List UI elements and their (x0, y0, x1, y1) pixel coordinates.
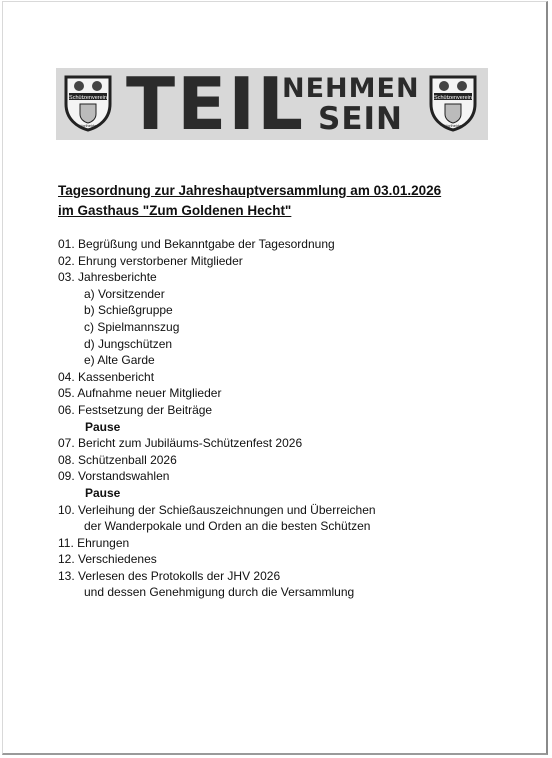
logo-word-bottom: SEIN (318, 101, 403, 137)
agenda-subitem: b) Schießgruppe (84, 303, 173, 318)
emblem-text-left: Schützenverein (69, 95, 107, 101)
agenda-item: 06. Festsetzung der Beiträge (58, 402, 213, 417)
agenda-list (58, 236, 376, 601)
title-line-1: Tagesordnung zur Jahreshauptversammlung am 03.01.2026 (58, 183, 442, 198)
emblem-subtext-left: Vorlheide (79, 123, 97, 128)
agenda-item: 08. Schützenball 2026 (58, 452, 177, 467)
agenda-pause: Pause (85, 419, 121, 434)
agenda-item-continuation: und dessen Genehmigung durch die Versammlung (84, 585, 355, 600)
emblem-subtext-right: Vorlheide (444, 123, 462, 128)
agenda-item: 04. Kassenbericht (58, 369, 155, 384)
agenda-subitem: e) Alte Garde (84, 353, 155, 368)
page-title (58, 181, 441, 221)
agenda-subitem: c) Spielmannszug (84, 319, 180, 334)
agenda-item: 13. Verlesen des Protokolls der JHV 2026 (58, 568, 281, 583)
agenda-item: 07. Bericht zum Jubiläums-Schützenfest 2026 (58, 436, 303, 451)
agenda-item: 09. Vorstandswahlen (58, 469, 170, 484)
logo-big-word: TEIL (126, 62, 305, 146)
agenda-pause: Pause (85, 485, 121, 500)
agenda-item-continuation: der Wanderpokale und Orden an die besten Schützen (84, 519, 371, 534)
agenda-item: 05. Aufnahme neuer Mitglieder (58, 386, 222, 401)
emblem-text-right: Schützenverein (434, 95, 472, 101)
agenda-subitem: d) Jungschützen (84, 336, 173, 351)
club-logo-banner (56, 62, 488, 146)
agenda-item: 11. Ehrungen (58, 535, 130, 550)
agenda-item: 10. Verleihung der Schießauszeichnungen und Überreichen (58, 502, 376, 517)
agenda-item: 12. Verschiedenes (58, 552, 157, 567)
agenda-item: 01. Begrüßung und Bekanntgabe der Tagesordnung (58, 237, 335, 251)
agenda-item: 03. Jahresberichte (58, 270, 157, 285)
agenda-subitem: a) Vorsitzender (84, 286, 165, 301)
logo-word-top: NEHMEN (282, 73, 420, 104)
agenda-item: 02. Ehrung verstorbener Mitglieder (58, 253, 243, 268)
title-line-2: im Gasthaus "Zum Goldenen Hecht" (58, 203, 292, 218)
club-shield-icon-right (428, 74, 478, 132)
club-shield-icon-left (63, 74, 113, 132)
